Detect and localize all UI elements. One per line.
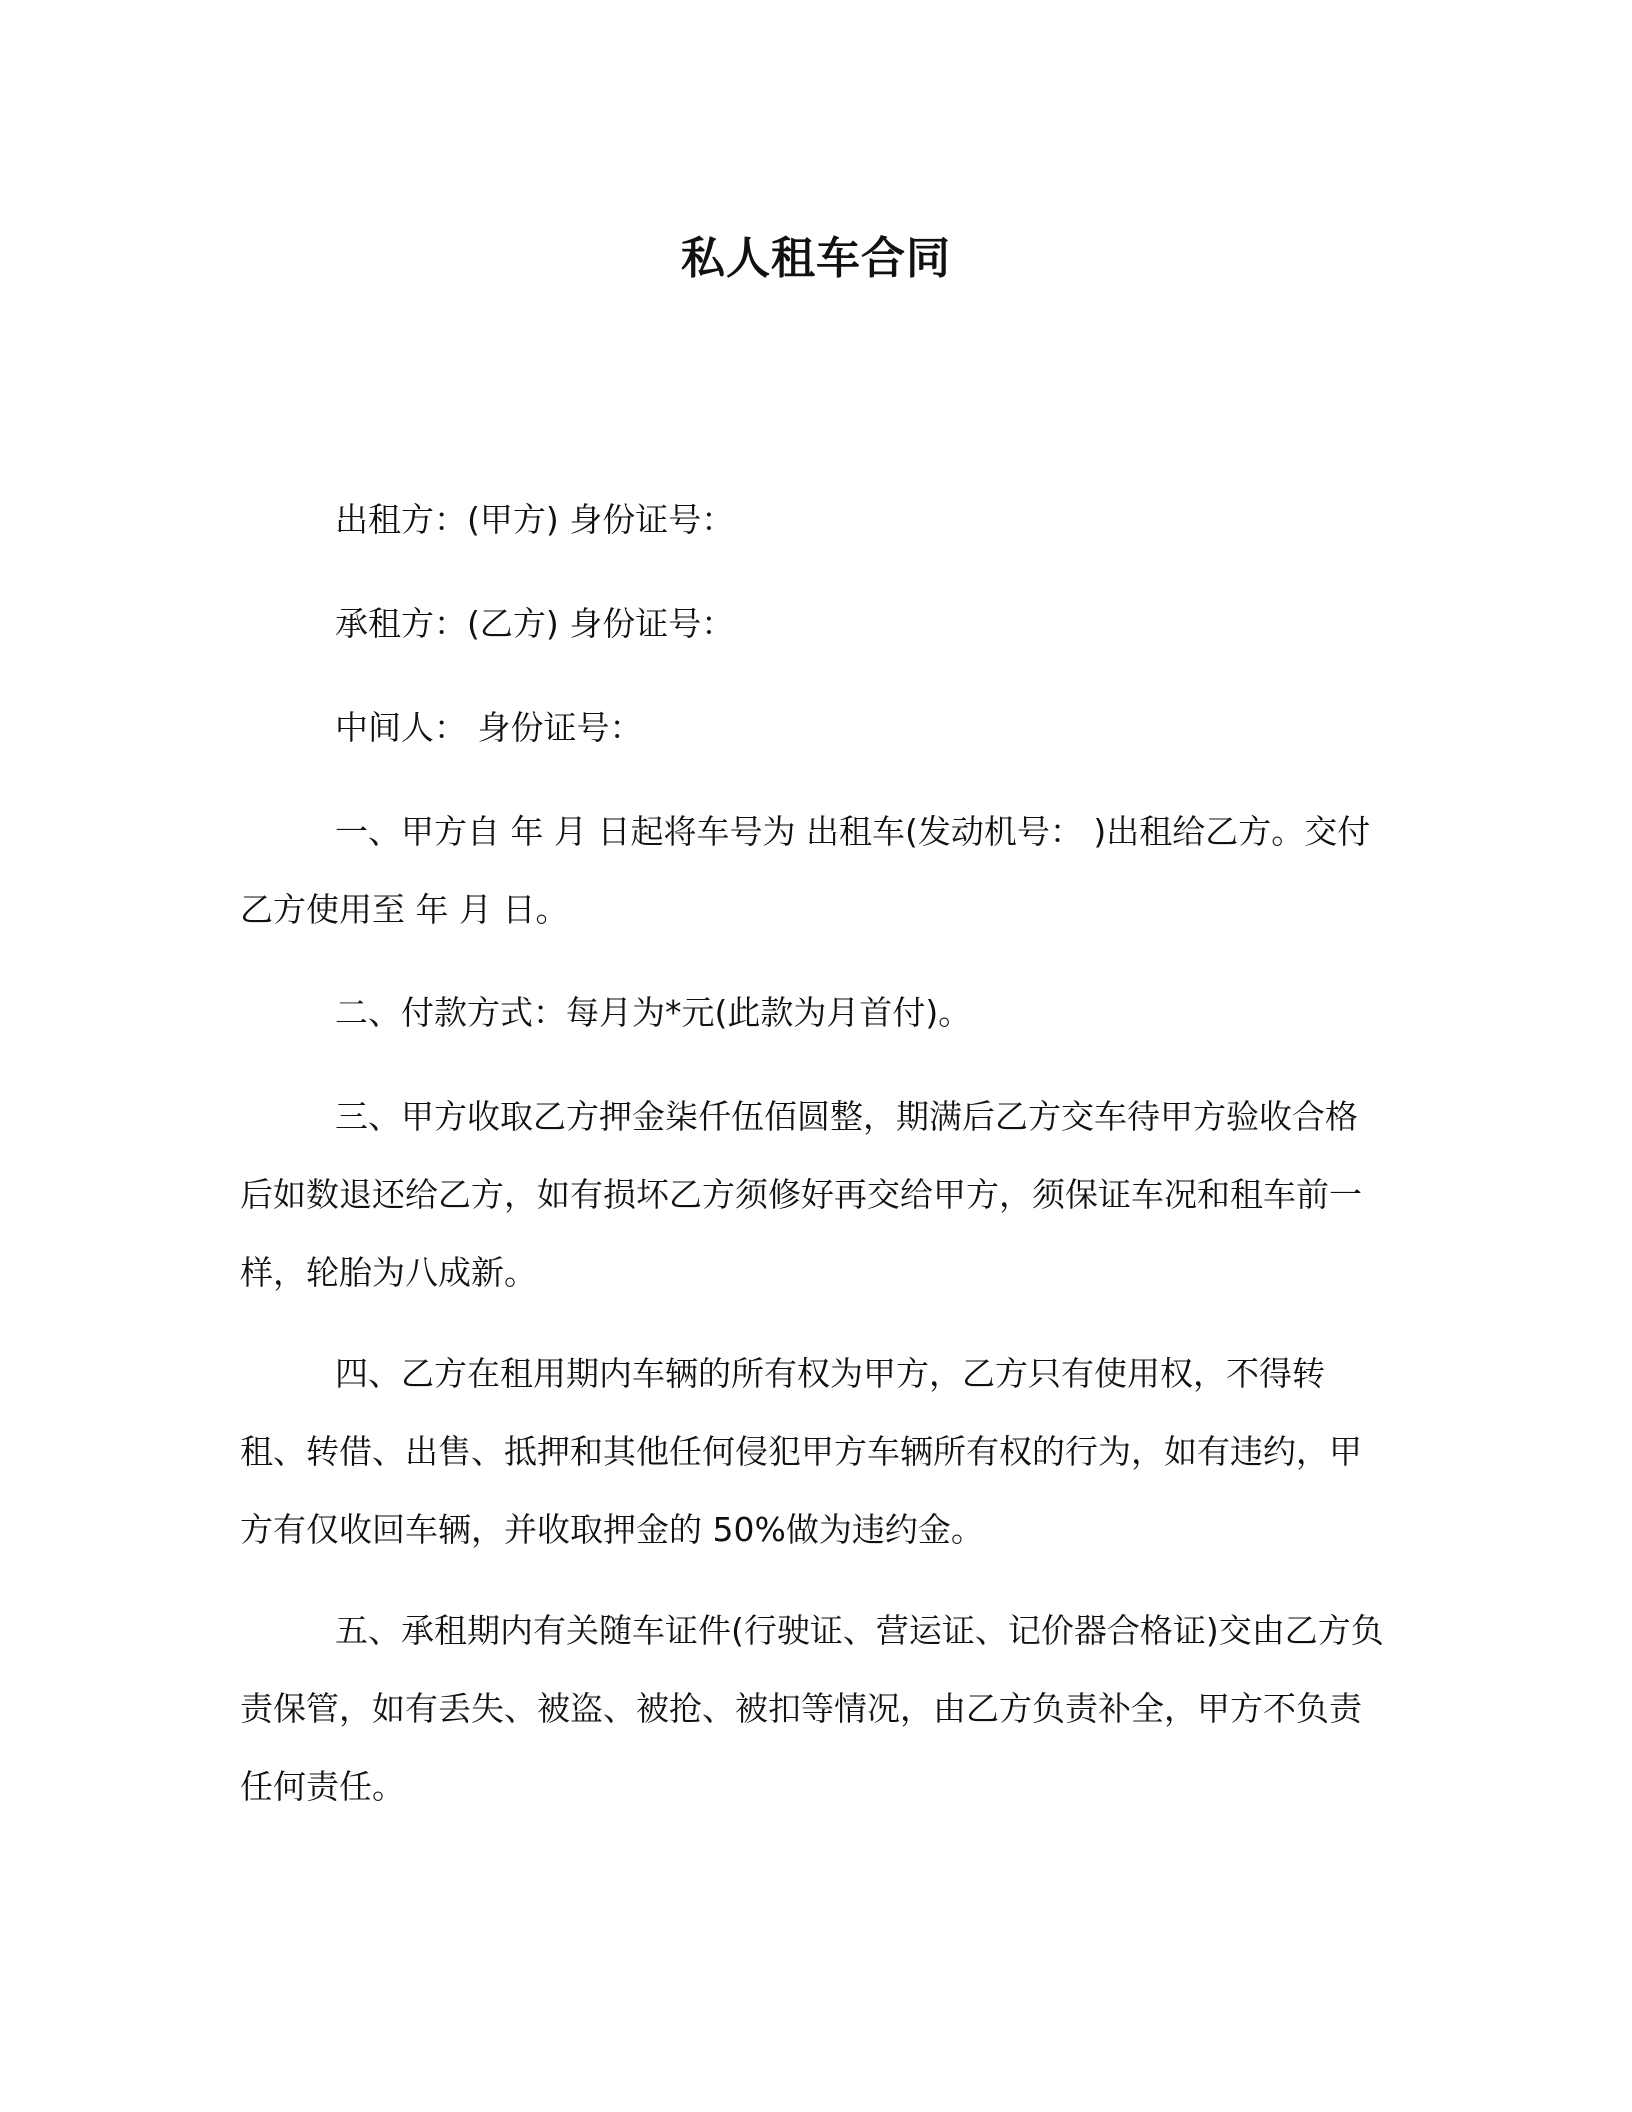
clause-1: 一、甲方自 年 月 日起将车号为 出租车(发动机号： )出租给乙方。交付乙方使用至 年 月 日。 [240, 812, 1371, 929]
document-title: 私人租车合同 [681, 233, 951, 284]
clause-2: 二、付款方式：每月为*元(此款为月首付)。 [335, 993, 972, 1032]
clause-4: 四、乙方在租用期内车辆的所有权为甲方，乙方只有使用权，不得转租、转借、出售、抵押和其他任何侵犯甲方车辆所有权的行为，如有违约，甲方有仅收回车辆，并收取押金的 50%做为违约金。 [240, 1354, 1362, 1549]
intermediary-line: 中间人： 身份证号： [335, 708, 643, 747]
lessee-line: 承租方：(乙方) 身份证号： [335, 604, 735, 643]
clause-5: 五、承租期内有关随车证件(行驶证、营运证、记价器合格证)交由乙方负责保管，如有丢失、被盗、被抢、被扣等情况，由乙方负责补全，甲方不负责任何责任。 [240, 1611, 1384, 1806]
lessor-line: 出租方：(甲方) 身份证号： [335, 500, 735, 539]
clause-3: 三、甲方收取乙方押金柒仟伍佰圆整，期满后乙方交车待甲方验收合格后如数退还给乙方，如有损坏乙方须修好再交给甲方，须保证车况和租车前一样，轮胎为八成新。 [240, 1097, 1362, 1292]
